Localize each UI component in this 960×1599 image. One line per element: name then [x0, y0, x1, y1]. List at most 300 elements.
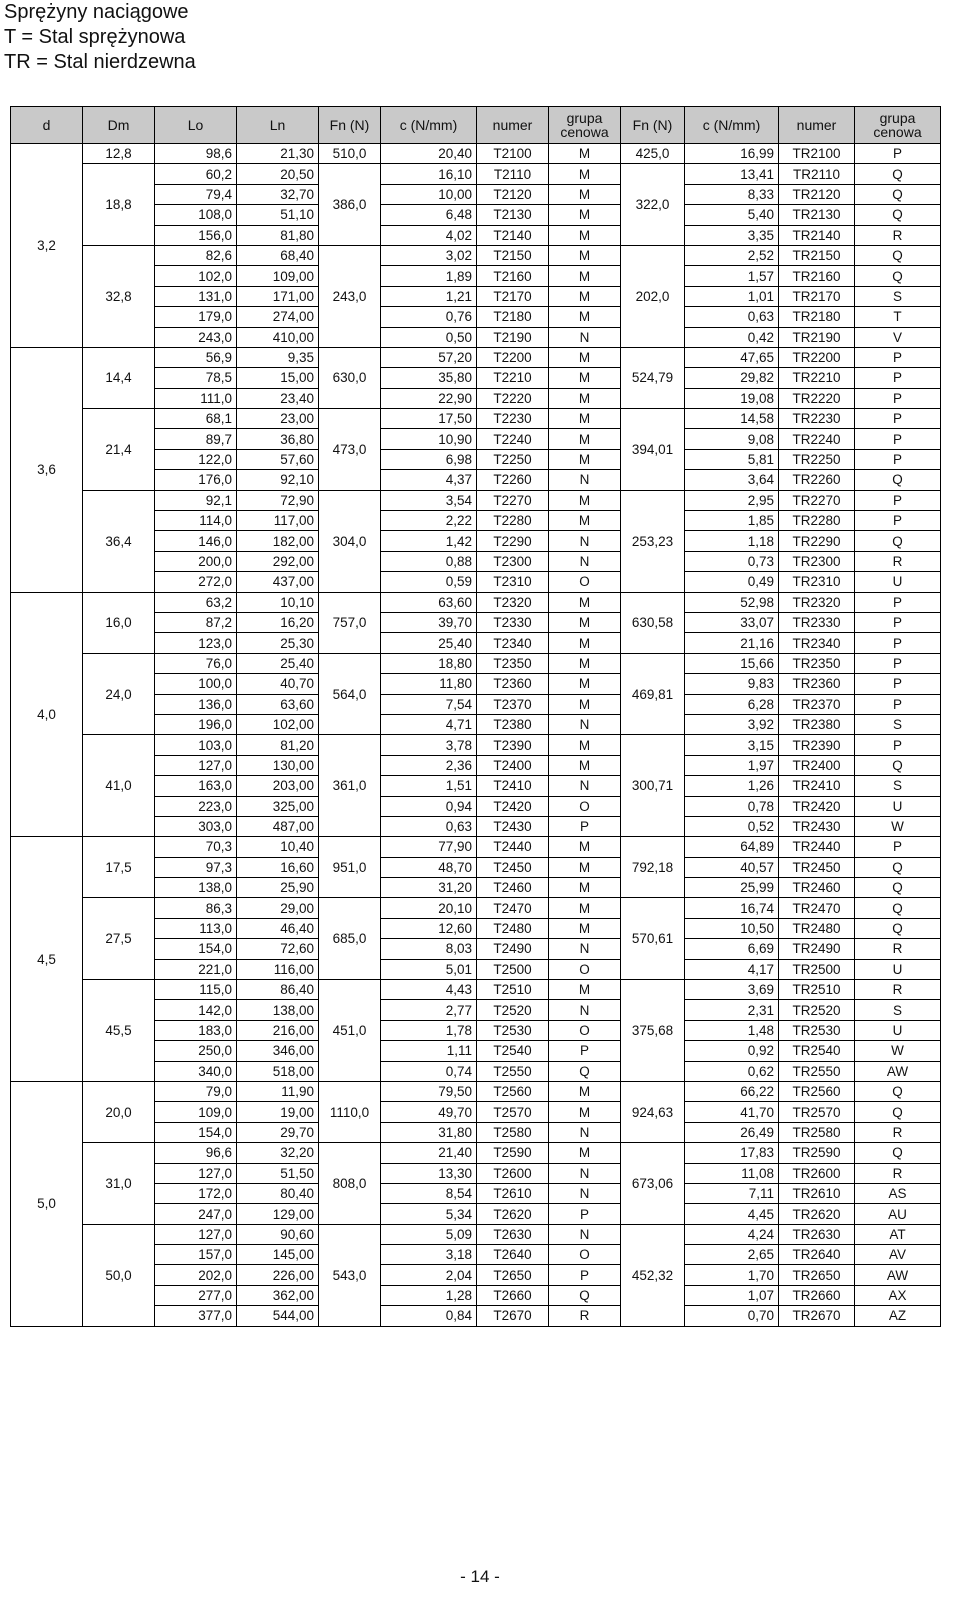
cell-lo: 183,0	[155, 1020, 237, 1040]
cell-grupa-t: M	[549, 898, 621, 918]
cell-c-t: 20,10	[381, 898, 477, 918]
cell-grupa-tr: U	[855, 1020, 941, 1040]
cell-numer-tr: TR2100	[779, 144, 855, 164]
cell-lo: 63,2	[155, 592, 237, 612]
cell-grupa-tr: U	[855, 572, 941, 592]
cell-c-t: 49,70	[381, 1102, 477, 1122]
cell-grupa-tr: AW	[855, 1061, 941, 1081]
cell-grupa-t: N	[549, 1000, 621, 1020]
cell-lo: 377,0	[155, 1306, 237, 1326]
cell-c-t: 18,80	[381, 653, 477, 673]
cell-c-t: 31,20	[381, 878, 477, 898]
cell-grupa-tr: Q	[855, 878, 941, 898]
cell-grupa-t: O	[549, 796, 621, 816]
cell-numer-tr: TR2160	[779, 266, 855, 286]
cell-grupa-tr: U	[855, 959, 941, 979]
cell-numer-t: T2190	[477, 327, 549, 347]
cell-numer-tr: TR2360	[779, 674, 855, 694]
cell-numer-tr: TR2140	[779, 225, 855, 245]
table-row	[11, 1224, 941, 1244]
cell-numer-tr: TR2370	[779, 694, 855, 714]
cell-grupa-t: P	[549, 1265, 621, 1285]
cell-fn-tr: 630,58	[621, 592, 685, 653]
cell-grupa-tr: R	[855, 939, 941, 959]
cell-numer-t: T2470	[477, 898, 549, 918]
cell-ln: 40,70	[237, 674, 319, 694]
cell-numer-t: T2590	[477, 1143, 549, 1163]
cell-c-t: 7,54	[381, 694, 477, 714]
cell-c-t: 2,77	[381, 1000, 477, 1020]
cell-ln: 29,00	[237, 898, 319, 918]
cell-numer-t: T2140	[477, 225, 549, 245]
cell-grupa-tr: AX	[855, 1285, 941, 1305]
cell-grupa-t: N	[549, 939, 621, 959]
cell-numer-tr: TR2470	[779, 898, 855, 918]
cell-fn-tr: 570,61	[621, 898, 685, 980]
cell-numer-t: T2560	[477, 1081, 549, 1101]
cell-numer-tr: TR2350	[779, 653, 855, 673]
cell-numer-t: T2420	[477, 796, 549, 816]
cell-fn-t: 361,0	[319, 735, 381, 837]
cell-c-t: 13,30	[381, 1163, 477, 1183]
cell-lo: 179,0	[155, 307, 237, 327]
cell-lo: 163,0	[155, 776, 237, 796]
cell-numer-t: T2220	[477, 388, 549, 408]
cell-grupa-t: M	[549, 368, 621, 388]
table-row	[11, 164, 941, 184]
cell-c-t: 12,60	[381, 918, 477, 938]
cell-c-t: 10,90	[381, 429, 477, 449]
cell-numer-tr: TR2220	[779, 388, 855, 408]
cell-numer-t: T2640	[477, 1245, 549, 1265]
cell-grupa-t: Q	[549, 1285, 621, 1305]
cell-grupa-t: M	[549, 307, 621, 327]
cell-c-tr: 3,15	[685, 735, 779, 755]
title-line: TR = Stal nierdzewna	[4, 51, 196, 73]
cell-grupa-t: N	[549, 470, 621, 490]
cell-numer-tr: TR2310	[779, 572, 855, 592]
cell-d: 5,0	[11, 1081, 83, 1326]
cell-numer-t: T2620	[477, 1204, 549, 1224]
cell-numer-t: T2310	[477, 572, 549, 592]
cell-c-tr: 0,63	[685, 307, 779, 327]
cell-grupa-tr: Q	[855, 470, 941, 490]
cell-grupa-t: M	[549, 633, 621, 653]
cell-c-tr: 1,48	[685, 1020, 779, 1040]
cell-c-t: 1,51	[381, 776, 477, 796]
cell-c-tr: 0,92	[685, 1041, 779, 1061]
cell-c-tr: 1,85	[685, 511, 779, 531]
cell-c-t: 2,36	[381, 755, 477, 775]
cell-ln: 16,60	[237, 857, 319, 877]
table-row	[11, 898, 941, 918]
cell-grupa-t: M	[549, 429, 621, 449]
cell-grupa-tr: AW	[855, 1265, 941, 1285]
cell-grupa-t: N	[549, 1122, 621, 1142]
cell-ln: 292,00	[237, 551, 319, 571]
cell-numer-tr: TR2200	[779, 347, 855, 367]
table-row	[11, 409, 941, 429]
cell-dm: 27,5	[83, 898, 155, 980]
cell-c-t: 5,01	[381, 959, 477, 979]
cell-c-tr: 0,78	[685, 796, 779, 816]
cell-grupa-tr: P	[855, 368, 941, 388]
cell-grupa-tr: Q	[855, 266, 941, 286]
cell-numer-tr: TR2390	[779, 735, 855, 755]
cell-numer-t: T2380	[477, 714, 549, 734]
cell-c-t: 6,98	[381, 449, 477, 469]
cell-grupa-tr: Q	[855, 918, 941, 938]
cell-grupa-t: N	[549, 776, 621, 796]
cell-c-t: 79,50	[381, 1081, 477, 1101]
header-c-t: c (N/mm)	[381, 107, 477, 144]
cell-numer-t: T2340	[477, 633, 549, 653]
cell-numer-tr: TR2500	[779, 959, 855, 979]
cell-c-tr: 9,83	[685, 674, 779, 694]
table-row	[11, 1143, 941, 1163]
cell-ln: 25,30	[237, 633, 319, 653]
cell-grupa-t: M	[549, 694, 621, 714]
cell-grupa-t: M	[549, 980, 621, 1000]
cell-ln: 25,40	[237, 653, 319, 673]
cell-grupa-t: M	[549, 878, 621, 898]
cell-grupa-t: P	[549, 1204, 621, 1224]
cell-lo: 136,0	[155, 694, 237, 714]
cell-grupa-tr: Q	[855, 205, 941, 225]
cell-fn-t: 951,0	[319, 837, 381, 898]
cell-grupa-t: M	[549, 225, 621, 245]
cell-fn-tr: 792,18	[621, 837, 685, 898]
cell-c-t: 0,59	[381, 572, 477, 592]
cell-ln: 362,00	[237, 1285, 319, 1305]
cell-grupa-t: M	[549, 144, 621, 164]
cell-c-tr: 15,66	[685, 653, 779, 673]
cell-fn-t: 630,0	[319, 347, 381, 408]
cell-numer-tr: TR2190	[779, 327, 855, 347]
cell-numer-tr: TR2520	[779, 1000, 855, 1020]
cell-fn-t: 808,0	[319, 1143, 381, 1225]
cell-grupa-tr: P	[855, 511, 941, 531]
cell-numer-t: T2390	[477, 735, 549, 755]
cell-numer-tr: TR2660	[779, 1285, 855, 1305]
table-row	[11, 980, 941, 1000]
cell-lo: 277,0	[155, 1285, 237, 1305]
cell-fn-t: 473,0	[319, 409, 381, 491]
cell-grupa-tr: R	[855, 1122, 941, 1142]
cell-grupa-t: M	[549, 184, 621, 204]
cell-grupa-t: N	[549, 1163, 621, 1183]
cell-ln: 80,40	[237, 1183, 319, 1203]
cell-numer-t: T2660	[477, 1285, 549, 1305]
cell-numer-tr: TR2450	[779, 857, 855, 877]
cell-grupa-tr: Q	[855, 245, 941, 265]
cell-numer-tr: TR2600	[779, 1163, 855, 1183]
cell-lo: 89,7	[155, 429, 237, 449]
cell-c-t: 31,80	[381, 1122, 477, 1142]
cell-numer-tr: TR2320	[779, 592, 855, 612]
cell-grupa-t: P	[549, 816, 621, 836]
cell-ln: 274,00	[237, 307, 319, 327]
cell-ln: 116,00	[237, 959, 319, 979]
cell-ln: 51,10	[237, 205, 319, 225]
cell-c-t: 0,94	[381, 796, 477, 816]
cell-c-tr: 1,70	[685, 1265, 779, 1285]
cell-c-tr: 21,16	[685, 633, 779, 653]
cell-lo: 113,0	[155, 918, 237, 938]
cell-ln: 81,80	[237, 225, 319, 245]
cell-grupa-t: M	[549, 612, 621, 632]
cell-numer-t: T2370	[477, 694, 549, 714]
cell-ln: 11,90	[237, 1081, 319, 1101]
cell-c-t: 1,89	[381, 266, 477, 286]
cell-dm: 12,8	[83, 144, 155, 164]
title-line: Sprężyny naciągowe	[4, 1, 189, 23]
cell-grupa-t: M	[549, 245, 621, 265]
cell-ln: 72,90	[237, 490, 319, 510]
cell-ln: 32,20	[237, 1143, 319, 1163]
cell-lo: 103,0	[155, 735, 237, 755]
cell-ln: 518,00	[237, 1061, 319, 1081]
cell-grupa-tr: P	[855, 429, 941, 449]
cell-numer-t: T2270	[477, 490, 549, 510]
cell-numer-t: T2430	[477, 816, 549, 836]
cell-dm: 41,0	[83, 735, 155, 837]
cell-ln: 72,60	[237, 939, 319, 959]
cell-numer-t: T2510	[477, 980, 549, 1000]
cell-numer-t: T2530	[477, 1020, 549, 1040]
cell-c-t: 8,03	[381, 939, 477, 959]
cell-numer-t: T2230	[477, 409, 549, 429]
cell-c-tr: 2,52	[685, 245, 779, 265]
cell-c-t: 10,00	[381, 184, 477, 204]
cell-c-tr: 1,01	[685, 286, 779, 306]
cell-numer-t: T2240	[477, 429, 549, 449]
cell-ln: 129,00	[237, 1204, 319, 1224]
cell-numer-tr: TR2560	[779, 1081, 855, 1101]
cell-ln: 10,10	[237, 592, 319, 612]
cell-grupa-tr: P	[855, 837, 941, 857]
cell-numer-tr: TR2210	[779, 368, 855, 388]
header-fn-t: Fn (N)	[319, 107, 381, 144]
cell-numer-tr: TR2440	[779, 837, 855, 857]
cell-ln: 19,00	[237, 1102, 319, 1122]
cell-ln: 81,20	[237, 735, 319, 755]
cell-c-t: 3,02	[381, 245, 477, 265]
cell-fn-tr: 253,23	[621, 490, 685, 592]
cell-c-tr: 1,26	[685, 776, 779, 796]
cell-grupa-t: M	[549, 388, 621, 408]
cell-c-tr: 0,52	[685, 816, 779, 836]
cell-ln: 109,00	[237, 266, 319, 286]
cell-ln: 29,70	[237, 1122, 319, 1142]
cell-numer-tr: TR2250	[779, 449, 855, 469]
cell-lo: 142,0	[155, 1000, 237, 1020]
cell-grupa-tr: S	[855, 1000, 941, 1020]
cell-lo: 340,0	[155, 1061, 237, 1081]
cell-lo: 79,0	[155, 1081, 237, 1101]
cell-numer-t: T2520	[477, 1000, 549, 1020]
header-c-tr: c (N/mm)	[685, 107, 779, 144]
cell-c-tr: 52,98	[685, 592, 779, 612]
cell-lo: 114,0	[155, 511, 237, 531]
cell-grupa-tr: P	[855, 592, 941, 612]
cell-c-t: 39,70	[381, 612, 477, 632]
cell-c-t: 77,90	[381, 837, 477, 857]
cell-dm: 24,0	[83, 653, 155, 735]
cell-c-tr: 19,08	[685, 388, 779, 408]
header-grupa-t: grupa cenowa	[549, 107, 621, 144]
cell-numer-t: T2400	[477, 755, 549, 775]
cell-ln: 171,00	[237, 286, 319, 306]
cell-c-t: 1,28	[381, 1285, 477, 1305]
cell-c-tr: 40,57	[685, 857, 779, 877]
cell-grupa-tr: P	[855, 653, 941, 673]
cell-fn-tr: 202,0	[621, 245, 685, 347]
cell-c-tr: 4,24	[685, 1224, 779, 1244]
cell-fn-t: 757,0	[319, 592, 381, 653]
cell-grupa-tr: P	[855, 612, 941, 632]
cell-lo: 172,0	[155, 1183, 237, 1203]
cell-grupa-t: O	[549, 959, 621, 979]
cell-ln: 102,00	[237, 714, 319, 734]
cell-lo: 157,0	[155, 1245, 237, 1265]
cell-numer-t: T2650	[477, 1265, 549, 1285]
cell-numer-tr: TR2330	[779, 612, 855, 632]
cell-numer-tr: TR2110	[779, 164, 855, 184]
cell-grupa-tr: AZ	[855, 1306, 941, 1326]
cell-grupa-tr: Q	[855, 857, 941, 877]
cell-fn-tr: 425,0	[621, 144, 685, 164]
cell-grupa-t: N	[549, 714, 621, 734]
cell-c-t: 3,54	[381, 490, 477, 510]
cell-c-tr: 6,69	[685, 939, 779, 959]
cell-grupa-tr: Q	[855, 755, 941, 775]
table-row	[11, 144, 941, 164]
cell-numer-t: T2330	[477, 612, 549, 632]
cell-lo: 79,4	[155, 184, 237, 204]
cell-grupa-t: M	[549, 674, 621, 694]
cell-c-t: 8,54	[381, 1183, 477, 1203]
cell-lo: 68,1	[155, 409, 237, 429]
cell-c-t: 11,80	[381, 674, 477, 694]
cell-c-tr: 8,33	[685, 184, 779, 204]
table-row	[11, 1081, 941, 1101]
cell-c-tr: 11,08	[685, 1163, 779, 1183]
cell-lo: 87,2	[155, 612, 237, 632]
cell-grupa-tr: W	[855, 1041, 941, 1061]
cell-numer-tr: TR2590	[779, 1143, 855, 1163]
cell-grupa-t: R	[549, 1306, 621, 1326]
cell-fn-tr: 469,81	[621, 653, 685, 735]
cell-numer-tr: TR2290	[779, 531, 855, 551]
cell-grupa-t: M	[549, 755, 621, 775]
cell-grupa-tr: P	[855, 449, 941, 469]
cell-ln: 63,60	[237, 694, 319, 714]
header-fn-tr: Fn (N)	[621, 107, 685, 144]
cell-grupa-tr: T	[855, 307, 941, 327]
cell-fn-tr: 524,79	[621, 347, 685, 408]
cell-numer-tr: TR2530	[779, 1020, 855, 1040]
cell-lo: 100,0	[155, 674, 237, 694]
cell-dm: 31,0	[83, 1143, 155, 1225]
cell-grupa-t: M	[549, 266, 621, 286]
cell-grupa-tr: AT	[855, 1224, 941, 1244]
cell-numer-tr: TR2420	[779, 796, 855, 816]
cell-ln: 346,00	[237, 1041, 319, 1061]
cell-c-tr: 29,82	[685, 368, 779, 388]
cell-lo: 146,0	[155, 531, 237, 551]
header-row	[11, 107, 941, 144]
cell-ln: 487,00	[237, 816, 319, 836]
cell-dm: 32,8	[83, 245, 155, 347]
cell-ln: 57,60	[237, 449, 319, 469]
cell-ln: 145,00	[237, 1245, 319, 1265]
cell-lo: 131,0	[155, 286, 237, 306]
cell-numer-t: T2110	[477, 164, 549, 184]
cell-ln: 68,40	[237, 245, 319, 265]
cell-numer-t: T2160	[477, 266, 549, 286]
title-line: T = Stal sprężynowa	[4, 26, 186, 48]
cell-lo: 223,0	[155, 796, 237, 816]
cell-lo: 127,0	[155, 1224, 237, 1244]
cell-numer-t: T2450	[477, 857, 549, 877]
cell-numer-tr: TR2260	[779, 470, 855, 490]
cell-numer-tr: TR2280	[779, 511, 855, 531]
cell-lo: 122,0	[155, 449, 237, 469]
cell-fn-tr: 322,0	[621, 164, 685, 246]
cell-fn-t: 564,0	[319, 653, 381, 735]
cell-c-t: 1,78	[381, 1020, 477, 1040]
cell-c-tr: 14,58	[685, 409, 779, 429]
cell-c-t: 3,78	[381, 735, 477, 755]
cell-grupa-tr: R	[855, 225, 941, 245]
cell-numer-tr: TR2410	[779, 776, 855, 796]
cell-c-t: 25,40	[381, 633, 477, 653]
cell-grupa-t: P	[549, 1041, 621, 1061]
cell-lo: 200,0	[155, 551, 237, 571]
cell-ln: 117,00	[237, 511, 319, 531]
cell-lo: 109,0	[155, 1102, 237, 1122]
cell-c-tr: 9,08	[685, 429, 779, 449]
cell-fn-tr: 300,71	[621, 735, 685, 837]
cell-numer-t: T2200	[477, 347, 549, 367]
table-row	[11, 490, 941, 510]
cell-grupa-t: M	[549, 490, 621, 510]
cell-lo: 76,0	[155, 653, 237, 673]
cell-ln: 16,20	[237, 612, 319, 632]
cell-numer-t: T2290	[477, 531, 549, 551]
cell-lo: 82,6	[155, 245, 237, 265]
cell-c-tr: 66,22	[685, 1081, 779, 1101]
cell-grupa-t: O	[549, 572, 621, 592]
cell-grupa-tr: AV	[855, 1245, 941, 1265]
cell-numer-t: T2320	[477, 592, 549, 612]
cell-ln: 544,00	[237, 1306, 319, 1326]
cell-c-t: 35,80	[381, 368, 477, 388]
cell-c-tr: 41,70	[685, 1102, 779, 1122]
cell-grupa-tr: P	[855, 490, 941, 510]
cell-fn-t: 685,0	[319, 898, 381, 980]
cell-fn-t: 451,0	[319, 980, 381, 1082]
cell-c-t: 4,37	[381, 470, 477, 490]
cell-numer-tr: TR2300	[779, 551, 855, 571]
cell-c-tr: 64,89	[685, 837, 779, 857]
cell-c-t: 0,76	[381, 307, 477, 327]
cell-lo: 115,0	[155, 980, 237, 1000]
cell-grupa-tr: Q	[855, 1081, 941, 1101]
cell-numer-tr: TR2150	[779, 245, 855, 265]
cell-grupa-tr: Q	[855, 164, 941, 184]
